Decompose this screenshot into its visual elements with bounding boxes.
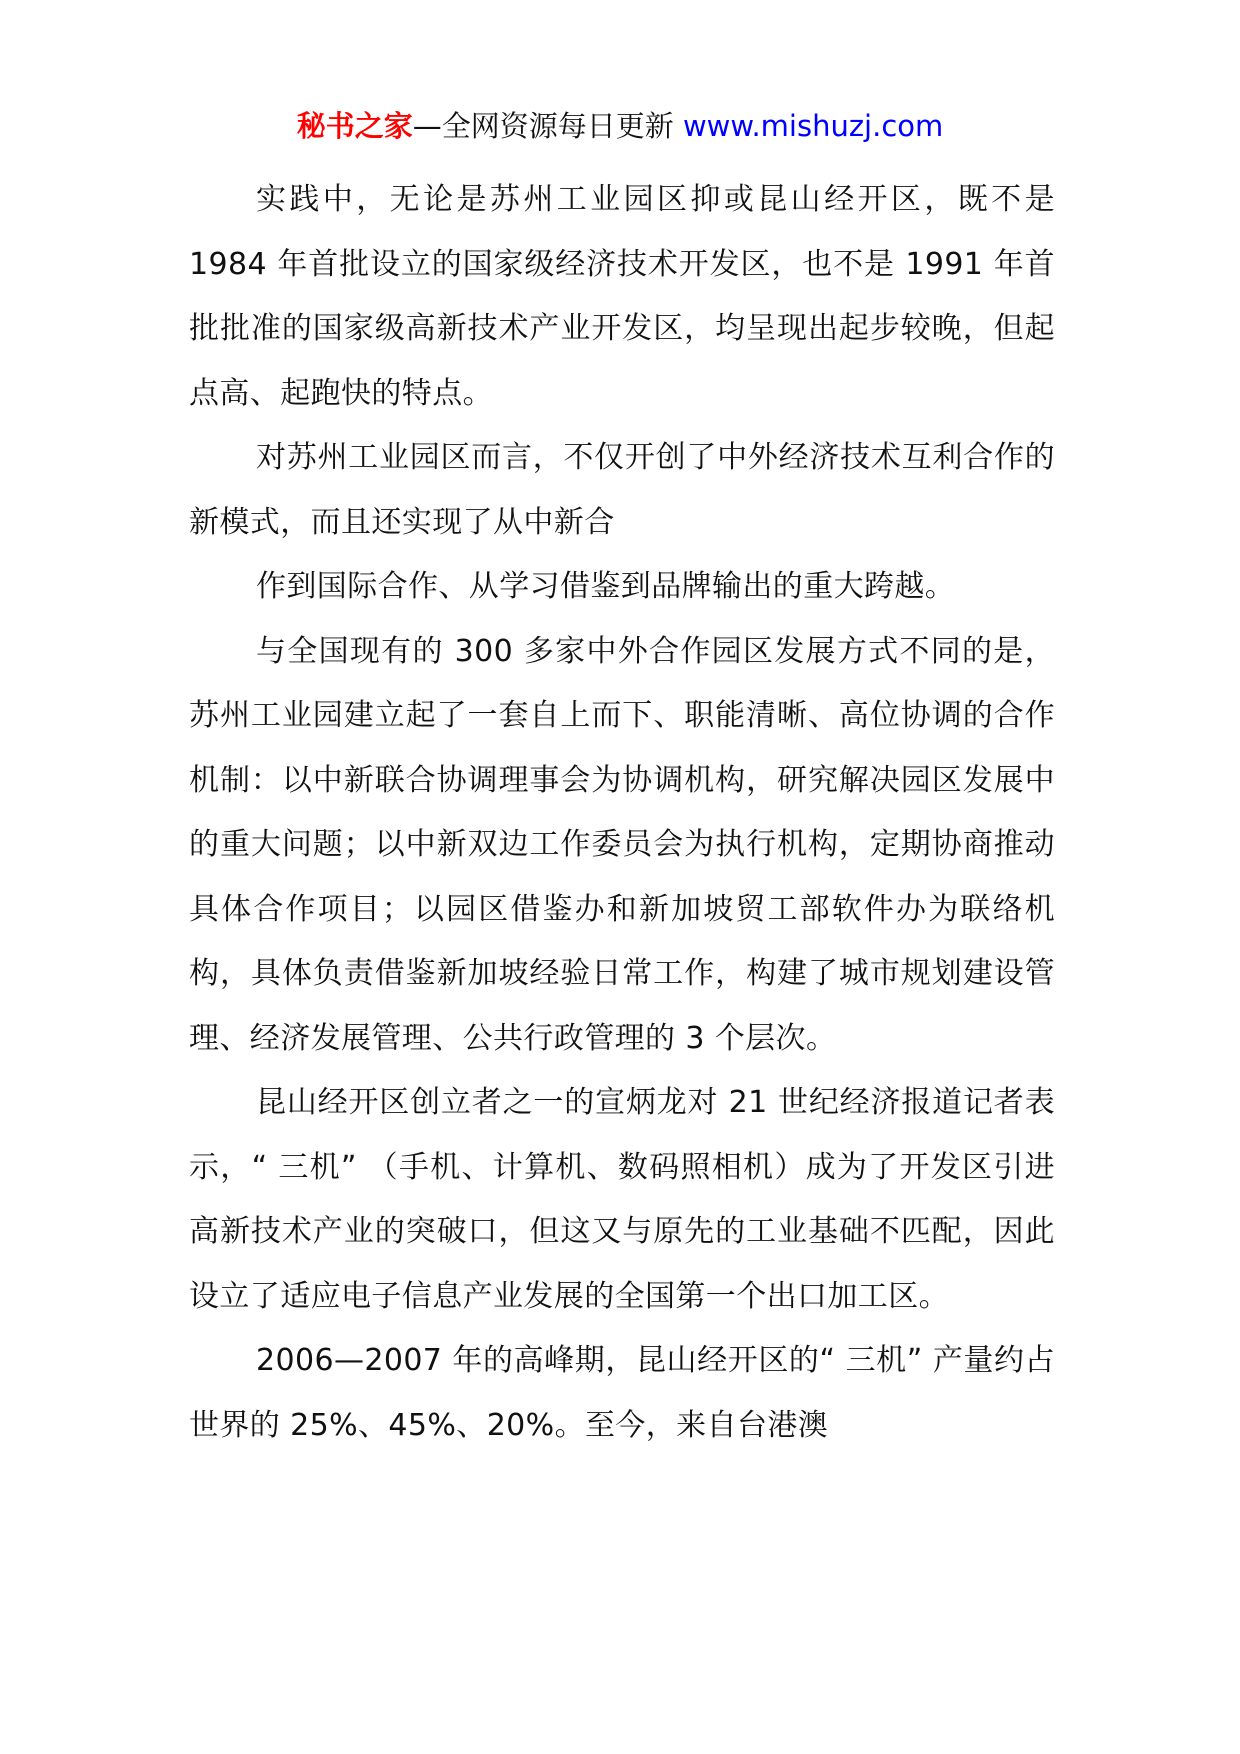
paragraph: 对苏州工业园区而言，不仅开创了中外经济技术互利合作的新模式，而且还实现了从中新合 [189, 440, 1055, 540]
paragraph: 实践中，无论是苏州工业园区抑或昆山经开区，既不是 1984 年首批设立的国家级经济技术开发区，也不是 1991 年首批批准的国家级高新技术产业开发区，均呈现出起步较晚，但起点高、起跑快的特点。 [189, 182, 1055, 411]
brand-name: 秘书之家 [296, 109, 413, 143]
header-tagline: —全网资源每日更新 [412, 109, 683, 143]
paragraph: 作到国际合作、从学习借鉴到品牌输出的重大跨越。 [256, 569, 956, 604]
paragraph: 与全国现有的 300 多家中外合作园区发展方式不同的是， 苏州工业园建立起了一套自上而下、职能清晰、高位协调的合作机制：以中新联合协调理事会为协调机构，研究解决园区发展中的重大问题；以中新双边工作委员会为执行机构，定期协商推动具体合作项目；以园区借鉴办和新加坡贸工部软件办为联络机构，具体负责借鉴新加坡经验日常工作，构建了城市规划建设管理、经济发展管理、公共行政管理的 3 个层次。 [189, 633, 1055, 1056]
site-url-link[interactable]: www.mishuzj.com [682, 109, 944, 143]
paragraph: 昆山经开区创立者之一的宣炳龙对 21 世纪经济报道记者表示，“ 三机” （手机、计算机、数码照相机）成为了开发区引进高新技术产业的突破口，但这又与原先的工业基础不匹配，因此设立了适应电子信息产业发展的全国第一个出口加工区。 [189, 1085, 1055, 1314]
document-body [189, 168, 1055, 1458]
page-header [0, 106, 1240, 146]
paragraph: 2006—2007 年的高峰期，昆山经开区的“ 三机” 产量约占世界的 25%、45%、20%。至今，来自台港澳 [189, 1343, 1055, 1443]
